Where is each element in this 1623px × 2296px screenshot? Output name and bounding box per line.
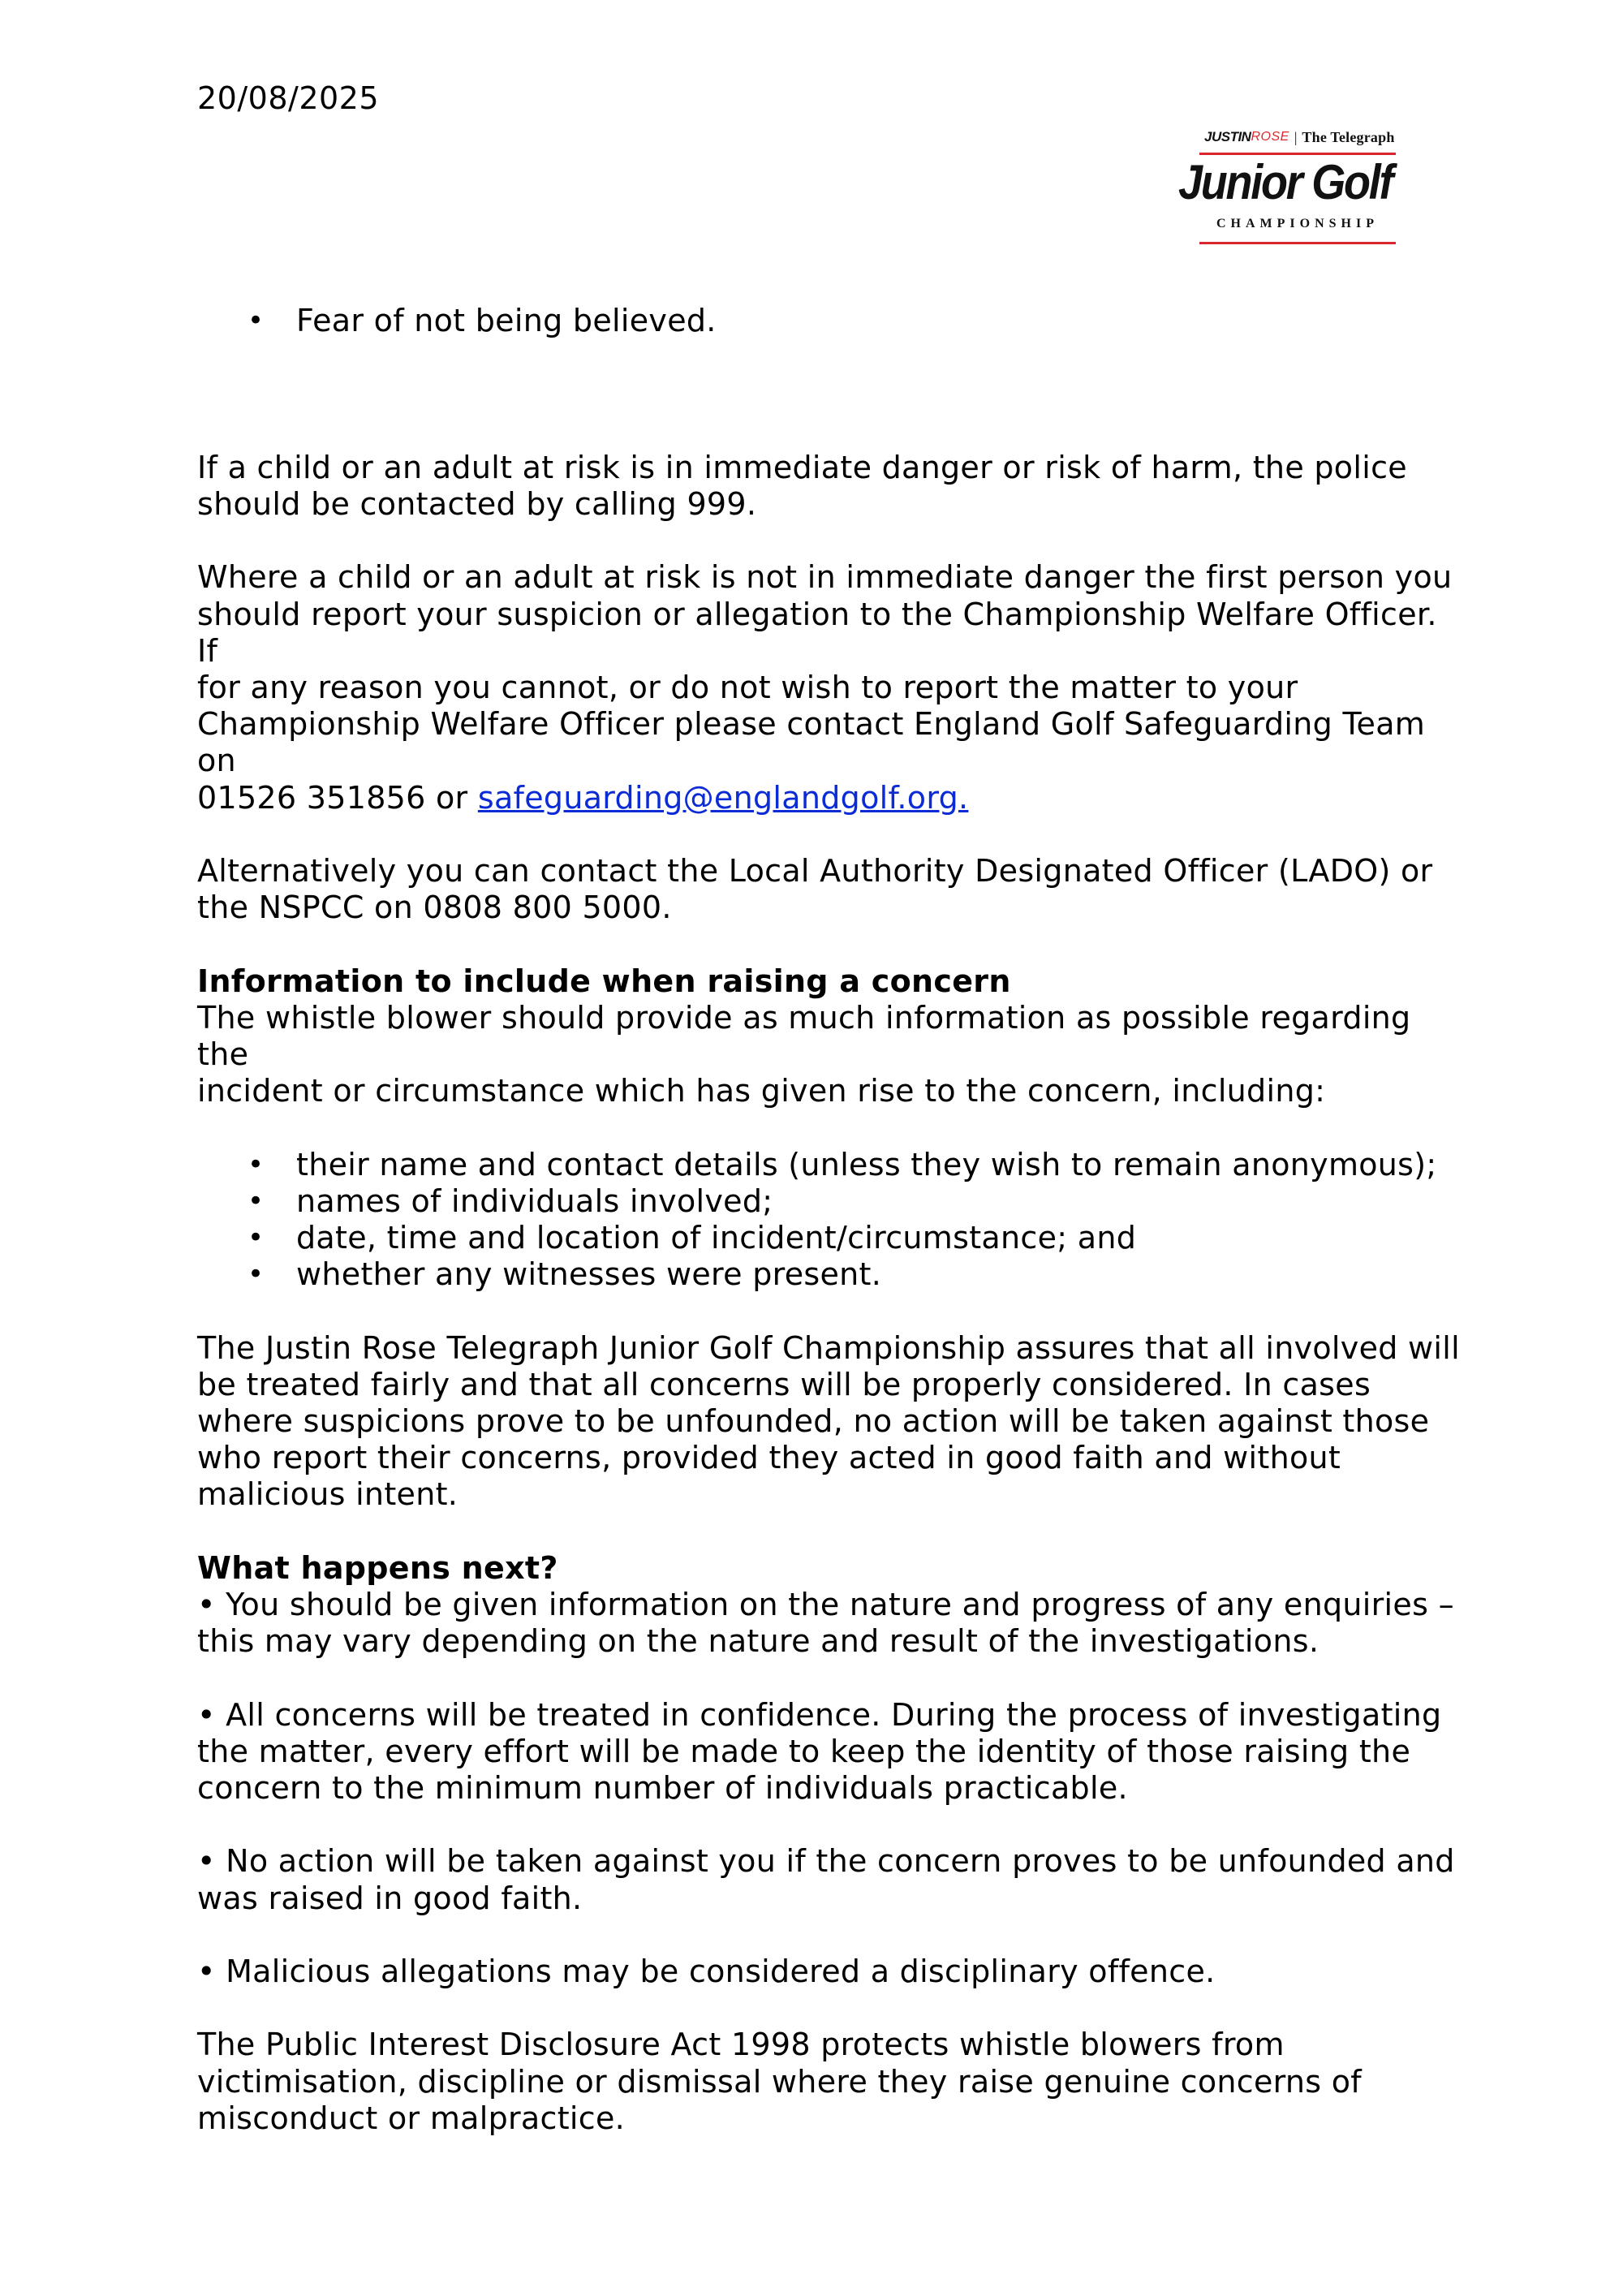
bullet-icon: • xyxy=(248,1258,265,1291)
bullet-icon: • xyxy=(248,1148,265,1181)
logo-title: Junior Golf xyxy=(1178,155,1393,209)
logo-subtitle: CHAMPIONSHIP xyxy=(1216,217,1379,230)
info-bullet-list xyxy=(197,1147,1463,1294)
logo-separator: | xyxy=(1294,128,1298,145)
safeguarding-email-link[interactable]: safeguarding@englandgolf.org. xyxy=(477,779,969,816)
info-intro-paragraph: The whistle blower should provide as much information as possible regarding the incident or circumstance which has given rise to the concern, including: xyxy=(197,999,1411,1109)
next-heading: What happens next? xyxy=(197,1549,558,1586)
list-item: • names of individuals involved; xyxy=(248,1182,773,1219)
list-item: • their name and contact details (unless they wish to remain anonymous); xyxy=(248,1146,1437,1182)
alternative-paragraph: Alternatively you can contact the Local Authority Designated Officer (LADO) or the NSPCC on 0808 800 5000. xyxy=(197,853,1433,926)
bullet-icon: • xyxy=(248,304,265,337)
list-item: • Fear of not being believed. xyxy=(248,303,717,338)
bullet-icon: • xyxy=(248,1184,265,1217)
championship-logo xyxy=(1169,122,1412,248)
top-bullet-list xyxy=(197,303,1463,339)
list-item: • date, time and location of incident/circumstance; and xyxy=(248,1220,1137,1256)
next-item-2: • All concerns will be treated in confidence. During the process of investigating the matter, every effort will be made to keep the identity of those raising the concern to the minimum number of individuals practicable. xyxy=(197,1696,1442,1806)
document-date: 20/08/2025 xyxy=(197,80,380,116)
assurance-paragraph: The Justin Rose Telegraph Junior Golf Championship assures that all involved will be treated fairly and that all concerns will be properly considered. In cases where suspicions prove to be unfounded, no action will be taken against those who report their concerns, provided they acted in good faith and without malicious intent. xyxy=(197,1329,1461,1513)
next-item-3: • No action will be taken against you if the concern proves to be unfounded and was raised in good faith. xyxy=(197,1843,1455,1916)
report-paragraph: Where a child or an adult at risk is not in immediate danger the first person you should report your suspicion or allegation to the Championship Welfare Officer. If for any reason you cannot, or do not wish to report the matter to your Championship Welfare Officer please contact England Golf Safeguarding Team on 01526 351856 or safeguarding@englandgolf.org. xyxy=(197,559,1453,816)
logo-bottom-rule xyxy=(1199,242,1396,244)
info-heading: Information to include when raising a concern xyxy=(197,963,1011,999)
next-item-4: • Malicious allegations may be considered a disciplinary offence. xyxy=(197,1953,1216,1989)
logo-rose-text: ROSE xyxy=(1251,130,1289,144)
list-item: • whether any witnesses were present. xyxy=(248,1256,882,1293)
logo-justin-text: JUSTIN xyxy=(1204,129,1251,144)
document-body xyxy=(197,303,1463,2137)
act-paragraph: The Public Interest Disclosure Act 1998 protects whistle blowers from victimisation, discipline or dismissal where they raise genuine concerns of misconduct or malpractice. xyxy=(197,2027,1362,2136)
bullet-icon: • xyxy=(248,1221,265,1254)
logo-telegraph-text: The Telegraph xyxy=(1302,128,1395,145)
emergency-paragraph: If a child or an adult at risk is in immediate danger or risk of harm, the police should be contacted by calling 999. xyxy=(197,449,1407,522)
next-item-1: • You should be given information on the nature and progress of any enquiries – this may vary depending on the nature and result of the investigations. xyxy=(197,1587,1454,1660)
logo-sponsor-row xyxy=(1204,127,1395,148)
